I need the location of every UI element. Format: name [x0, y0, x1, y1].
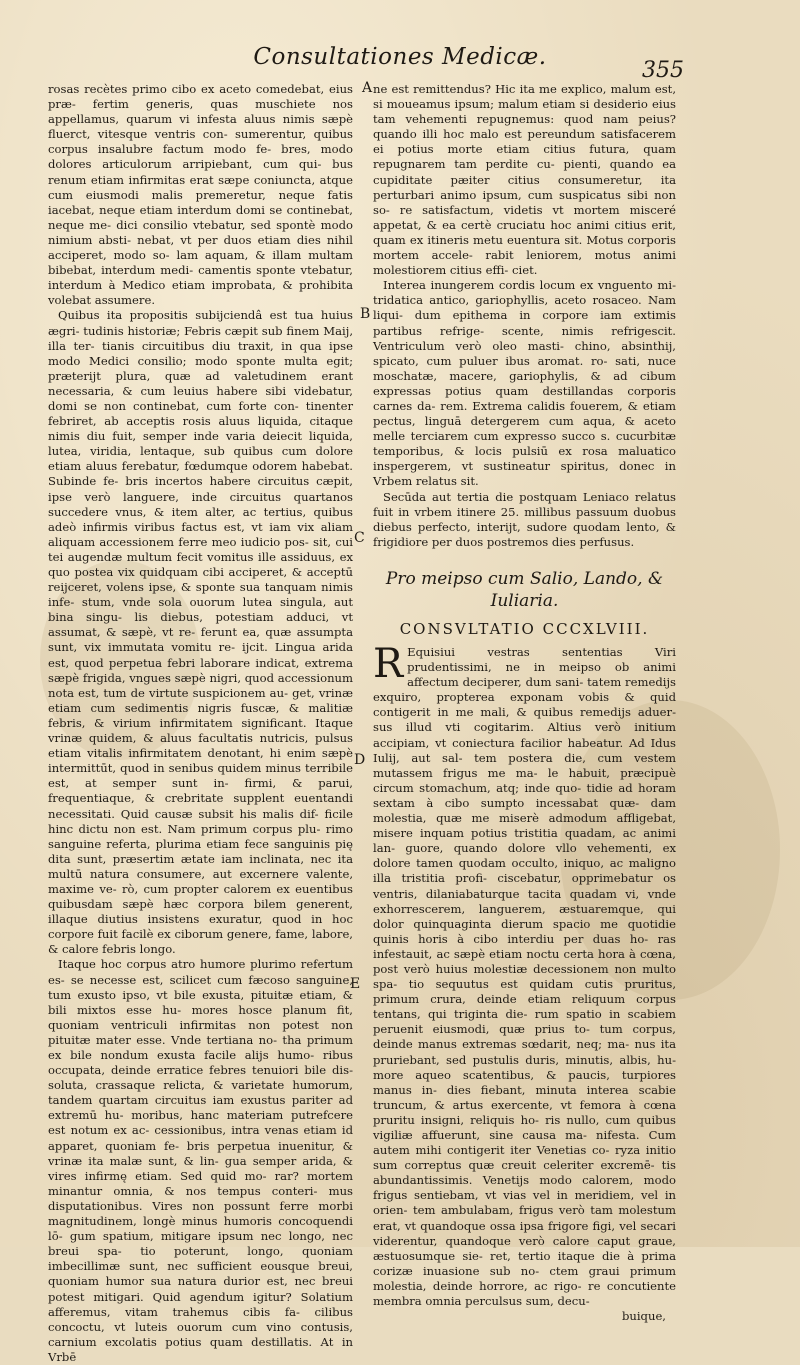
page-number: 355 [642, 58, 684, 83]
running-title: Consultationes Medicæ. [253, 44, 547, 70]
paragraph: Interea inungerem cordis locum ex vnguento mi- tridatica antico, gariophyllis, aceto rosaceo. Nam liqui- dum epithema in corpore iam extimis partibus refrige- scente, nimis refrigescit. Ventriculum verò oleo masti- chino, absinthij, spicato, cum puluer ibus aromat. ro- sati, nuce moschatæ, macere, gariophylis, & ad cibum expressas potius quam destillandas corporis carnes da- rem. Extrema calidis fouerem, & etiam pectus, linguā detergerem cum aqua, & aceto melle terciarem cum expresso succo s. cucurbitæ temporibus, & locis pulsiū ex rosa maluatico inspergerem, vt sustineatur spiritus, donec in Vrbem relatus sit. [373, 278, 676, 489]
catchword: buique, [621, 1309, 666, 1324]
section-heading-line: Iuliaria. [490, 590, 559, 611]
margin-letter-a: A [362, 80, 373, 96]
consultation-label: CONSVLTATIO CCCXLVIII. [399, 619, 650, 638]
paragraph: Quibus ita propositis subijciendâ est tua huius ægri- tudinis historiæ; Febris cæpit sub finem Maij, illa ter- tianis circuitibus diu traxit, in qua ipse modo Medici consilio; modo sponte multa egit; præterijt plura, quæ ad valetudinem erant necessaria, & cum leuius habere sibi videbatur, domi se non continebat, cum forte con- tinenter febriret, ab acceptis rosis aluus liquida, citaque nimis diu fuit, semper inde varia deiecit liquida, lutea, viridia, lentaque, sub quibus cum dolore etiam aluus ferebatur, fœdumque odorem habebat. Subinde fe- bris incertos habere circuitus cæpit, ipse verò languere, inde circuitus quartanos succedere vnus, & item alter, ac tertius, quibus adeò infirmis viribus factus est, vt iam vix aliam aliquam accessionem ferre meo iudicio pos- sit, cui tei augendæ multum fecit vomitus ille assiduus, ex quo postea vix quidquam cibi acciperet, & acceptū reijceret, volens ipse, & sponte sua tanquam nimis infe- stum, vnde sola ouorum lutea singula, aut bina singu- lis diebus, potestiam adduci, vt assumat, & sæpè, vt re- ferunt ea, quæ assumpta sunt, vix immutata vomitu re- ijcit. Lingua arida est, quod perpetua febri laborare indicat, extrema sæpè frigida, vngues sæpè nigri, quod accessionum nota est, tum de virtute suspicionem au- get, vrinæ etiam cum sedimentis nigris fuscæ, & malitiæ febris, & virium infirmitatem significant. Itaque vrinæ quidem, & aluus facultatis nutricis, pulsus etiam vitalis infirmitatem denotant, hi enim sæpè intermittūt, quod in senibus quidem minus terribile est, at semper sunt in- firmi, & parui, frequentiaque, & crebritate supplent euentandi necessitati. Quid causæ subsit his malis dif- ficile hinc dictu non est. Nam primum corpus plu- rimo sanguine referta, plurima etiam fece sanguinis pię dita sunt, præsertim ætate iam inclinata, nec ita multū natura consumere, aut excernere valente, maxime ve- rò, cum propter calorem ex euentibus quibusdam sæpè hæc corpora bilem generent, illaque diutius insistens exuratur, quod in hoc corpore fuit facilè ex ciborum genere, fame, labore, & calore febris longo. [48, 308, 353, 957]
margin-letter-b: B [360, 306, 371, 322]
drop-cap: R [373, 641, 404, 687]
section-heading [373, 568, 676, 612]
margin-letter-e: E [350, 976, 361, 992]
paragraph: rosas recètes primo cibo ex aceto comedebat, eius præ- fertim generis, quas muschiete nos appellamus, quarum vi infesta aluus nimis sæpè fluerct, vitesque ventris con- sumerentur, quibus corpus insalubre factum modo fe- bres, modo dolores articulorum arripiebant, cum qui- bus renum etiam infirmitas erat sæpe coniuncta, atque cum eiusmodi malis premeretur, neque fatis iacebat, neque etiam interdum domi se continebat, neque me- dici consilio vtebatur, sed spontè modo nimium absti- nebat, vt per duos etiam dies nihil acciperet, modo so- lam aquam, & illam multam bibebat, interdum medi- camentis sponte vtebatur, interdum à Medico etiam improbata, & prohibita volebat assumere. [48, 82, 353, 308]
paragraph [373, 641, 676, 1309]
left-column [48, 82, 353, 1365]
margin-letter-d: D [354, 752, 366, 768]
section-heading-line: Pro meipso cum Salio, Lando, & [385, 568, 664, 589]
paragraph: ne est remittendus? Hic ita me explico, malum est, si moueamus ipsum; malum etiam si desiderio eius tam vehementi repugnemus: quod nam peius? quando illi hoc malo est pereundum satisfacerem ei potius morte etiam citius futura, quam repugnarem tam perdite cu- pienti, quando ea cupiditate pæiter citius consumeretur, ita perturbari animo ipsum, cum suspicatus sibi non so- re satisfactum, videtis vt mortem misceré appetat, & ea certè cruciatu hoc animi citius erit, quam ex itineris metu euentura sit. Motus corporis mortem accele- rabit leniorem, motus animi molestiorem citius effi- ciet. [373, 82, 676, 278]
paragraph-text: Equisiui vestras sententias Viri prudentissimi, ne in meipso ob animi affectum deciperer, dum sani- tatem remedijs exquiro, propterea exponam vobis & quid contigerit in me mali, & quibus remedijs aduer- sus illud vti cogitarim. Altius verò initium accipiam, vt coniectura facilior habeatur. Ad Idus Iulij, aut sal- tem postera die, cum vestem mutassem frigus me ma- le habuit, præcipuè circum stomachum, atq; inde quo- tidie ad horam sextam à cibo sumpto incessabat quæ- dam molestia, quæ me miserè admodum affligebat, misere inquam potius tristitia quadam, ac animi lan- guore, quando dolore vllo vehementi, ex dolore tamen quodam occulto, iniquo, ac maligno illa tristitia profi- ciscebatur, opprimebatur os ventris, dilaniabaturque tacita quadam vi, vnde exhorrescerem, languerem, æstuaremque, qui dolor quinquaginta dierum spacio me quotidie quinis horis à cibo interdiu per duas ho- ras infestauit, ac sæpè etiam noctu certa hora à cœna, post verò huius molestiæ decessionem non multo spa- tio sequutus est quidam cutis pruritus, primum crura, deinde etiam reliquum corpus tentans, qui triginta die- rum spatio in scabiem peruenit eiusmodi, quæ prius to- tum corpus, deinde manus extremas sœdarit, neq; ma- nus ita pruriebant, sed pustulis duris, minutis, albis, hu- more aqueo scatentibus, & paucis, turpiores manus in- dies fiebant, minuta interea scabie truncum, & artus exercente, vt femora à cœna pruritu insigni, reliquis ho- ris nullo, cum quibus vigiliæ affuerunt, sine causa ma- nifesta. Cum autem mihi contigerit iter Venetias co- ryza initio sum correptus quæ creuit celeriter excremē- tis abundantissimis. Venetijs modo calorem, modo frigus sentiebam, vt vias vel in meridiem, vel in orien- tem ambulabam, frigus verò tam molestum erat, vt quandoque ossa ipsa frigore figi, vel secari viderentur, quandoque verò calore caput graue, æstuosumque sie- ret, tertio itaque die à prima corizæ inuasione sub no- ctem graui primum molestia, deinde horrore, ac rigo- re concutiente membra omnia perculsus sum, decu- [373, 645, 676, 1309]
paragraph: Secūda aut tertia die postquam Leniaco relatus fuit in vrbem itinere 25. millibus passuum duobus diebus perfecto, interijt, sudore quodam lento, & frigidiore per duos postremos dies perfusus. [373, 489, 676, 549]
paragraph: Itaque hoc corpus atro humore plurimo refertum es- se necesse est, scilicet cum fæcoso sanguine, tum exusto ipso, vt bile exusta, pituitæ etiam, & bili mixtos esse hu- mores hosce planum fit, quoniam ventriculi infirmitas non potest non pituitæ mater esse. Vnde tertiana no- tha primum ex bile nondum exusta facile alijs humo- ribus occupata, deinde erratice febres tenuiori bile dis- soluta, crassaque relicta, & varietate humorum, tandem quartam circuitus iam exustus pariter ad extremū hu- moribus, hanc materiam putrefcere est notum ex ac- cessionibus, intra venas etiam id apparet, quoniam fe- bris perpetua inuenitur, & vrinæ ita malæ sunt, & lin- gua semper arida, & vires infirmę etiam. Sed quid mo- rar? mortem minantur omnia, & nos tempus conteri- mus disputationibus. Vires non possunt ferre morbi magnitudinem, longè minus humoris concoquendi lō- gum spatium, mitigare ipsum nec longo, nec breui spa- tio poterunt, longo, quoniam imbecillimæ sunt, nec sufficient eousque breui, quoniam humor sua natura durior est, nec breui potest mitigari. Quid agendum igitur? Solatium afferemus, vitam trahemus cibis fa- cilibus concoctu, vt luteis ouorum cum vino contusis, carnium excolatis potius quam destillatis. At in Vrbē [48, 957, 353, 1364]
margin-letter-c: C [354, 530, 365, 546]
right-column [373, 82, 676, 1324]
